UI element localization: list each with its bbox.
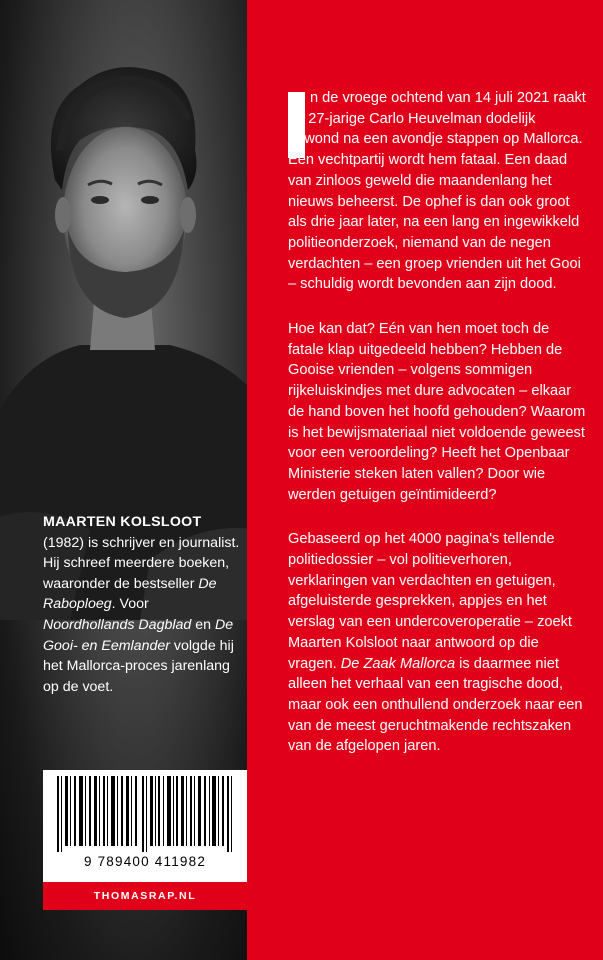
author-photo-panel bbox=[0, 0, 247, 960]
author-bio-part-1: is schrijver en journalist. Hij schreef meerdere boeken, waaronder de bestseller bbox=[43, 534, 240, 592]
author-bio bbox=[43, 512, 243, 697]
author-bio-part-2: . Voor bbox=[111, 596, 149, 613]
newspaper-noordhollands-dagblad: Noordhollands Dagblad bbox=[43, 616, 192, 633]
barcode-bars bbox=[49, 776, 241, 852]
blurb-paragraph-1-text: n de vroege ochtend van 14 juli 2021 raakt de 27-jarige Carlo Heuvelman dodelijk gewond na een avondje stappen op Mallorca. Een vechtpartij wordt hem fataal. Een daad van zinloos geweld die maandenlang het nieuws beheerst. De ophef is dan ook groot als drie jaar later, na een lang en ingewikkeld politieonderzoek, niemand van de negen verdachten – een groep vrienden uit het Gooi – schuldig wordt bevonden aan zijn dood. bbox=[288, 90, 586, 293]
author-bio-part-3: en bbox=[191, 616, 215, 633]
blurb-paragraph-3-text-b: is daarmee niet alleen het verhaal van een tragische dood, maar ook een onthullend onderzoek naar een van de meest geruchtmakende rechtszaken van de afgelopen jaren. bbox=[288, 655, 583, 755]
book-title: De Zaak Mallorca bbox=[340, 655, 456, 672]
barcode bbox=[43, 770, 247, 882]
author-name: MAARTEN KOLSLOOT bbox=[43, 514, 202, 530]
newspaper-gooi-en-eemlander: De Gooi- en Eemlander bbox=[43, 616, 234, 654]
book-title-raboploeg: De Raboploeg bbox=[43, 575, 217, 613]
blurb-paragraph-3 bbox=[288, 529, 588, 757]
publisher-website: THOMASRAP.NL bbox=[43, 882, 247, 910]
blurb-paragraph-1 bbox=[288, 88, 588, 295]
isbn-number: 9 789400 411982 bbox=[83, 854, 207, 869]
author-year: (1982) bbox=[43, 534, 85, 551]
author-bio-part-4: volgde hij het Mallorca-proces jarenlang op de voet. bbox=[43, 637, 234, 695]
blurb-text bbox=[288, 88, 588, 781]
blurb-paragraph-2: Hoe kan dat? Eén van hen moet toch de fatale klap uitgedeeld hebben? Hebben de Gooise vrienden – volgens sommigen rijkeluiskindjes met dure advocaten – elkaar de hand boven het hoofd gehouden? Waarom is het bewijsmateriaal niet voldoende geweest voor een veroordeling? Heeft het Openbaar Ministerie steken laten vallen? Door wie werden getuigen geïntimideerd? bbox=[288, 321, 586, 503]
blurb-paragraph-3-text-a: Gebaseerd op het 4000 pagina's tellende politiedossier – vol politieverhoren, verklaringen van verdachten en getuigen, afgeluisterde gesprekken, appjes en het verslag van een undercoveroperatie – zoekt Maarten Kolsloot naar antwoord op die vragen. bbox=[288, 531, 572, 672]
